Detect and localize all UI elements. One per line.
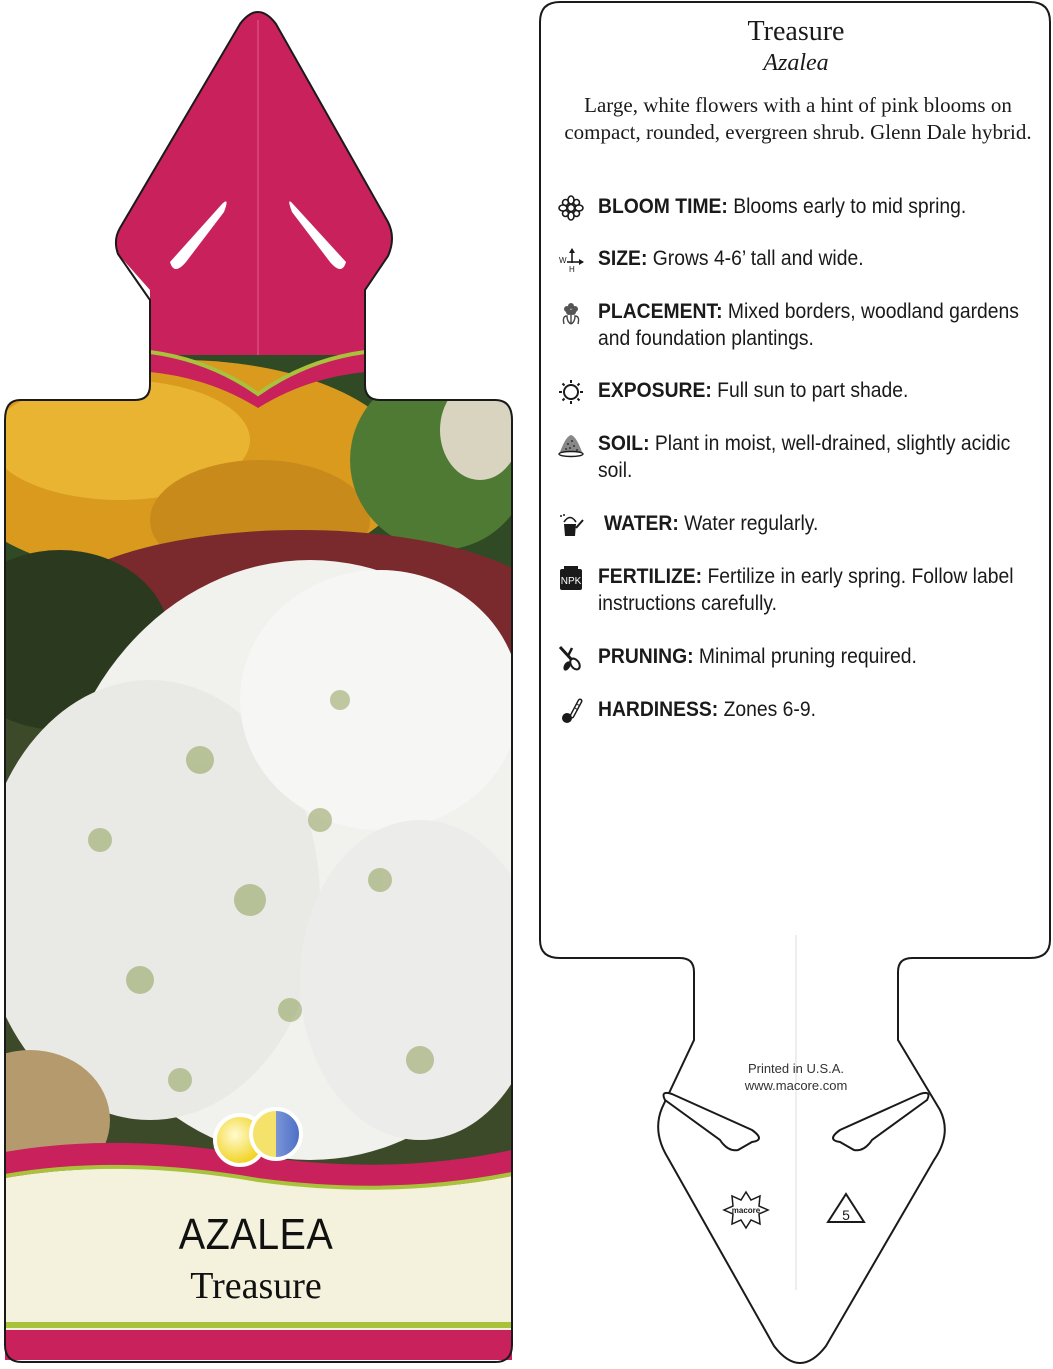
thermometer-icon — [558, 698, 584, 724]
printed-info — [700, 1060, 892, 1094]
care-row-bloom-time: BLOOM TIME: Blooms early to mid spring. — [558, 193, 1038, 220]
plant-variety-name: Treasure — [190, 1265, 322, 1307]
printed-country: Printed in U.S.A. — [747, 1061, 845, 1076]
care-row-soil: SOIL: Plant in moist, well-drained, slightly acidic soil. — [558, 430, 1038, 484]
back-title: Treasure — [747, 16, 845, 47]
care-row-pruning: PRUNING: Minimal pruning required. — [558, 643, 1038, 670]
svg-text:5: 5 — [842, 1207, 850, 1223]
back-subtitle: Azalea — [763, 50, 829, 76]
soil-pile-icon — [558, 432, 584, 458]
sun-icon — [558, 379, 584, 405]
svg-text:NPK: NPK — [560, 576, 582, 587]
care-row-placement: PLACEMENT: Mixed borders, woodland gardens and foundation plantings. — [558, 298, 1038, 352]
fertilizer-bag-icon — [558, 565, 584, 591]
care-row-water: WATER: Water regularly. — [558, 510, 1038, 537]
care-row-fertilize: NPK FERTILIZE: Fertilize in early spring. Follow label instructions carefully. — [558, 563, 1038, 617]
care-row-size: W H SIZE: Grows 4-6’ tall and wide. — [559, 247, 864, 273]
plant-description: Large, white flowers with a hint of pink blooms on compact, rounded, evergreen shrub. Glenn Dale hybrid. — [564, 93, 1032, 144]
svg-text:W: W — [559, 256, 567, 265]
care-row-exposure: EXPOSURE: Full sun to part shade. — [558, 377, 1038, 404]
printer-website[interactable]: www.macore.com — [744, 1078, 848, 1093]
size-arrows-icon — [558, 247, 584, 273]
placement-plants-icon — [558, 300, 584, 326]
svg-text:macore: macore — [731, 1206, 761, 1215]
watering-can-icon — [558, 512, 584, 538]
care-row-hardiness: HARDINESS: Zones 6-9. — [558, 696, 1038, 723]
plant-common-name: AZALEA — [178, 1210, 334, 1259]
pruning-shears-icon — [558, 645, 584, 671]
flower-icon — [558, 195, 584, 221]
svg-text:H: H — [569, 265, 575, 273]
